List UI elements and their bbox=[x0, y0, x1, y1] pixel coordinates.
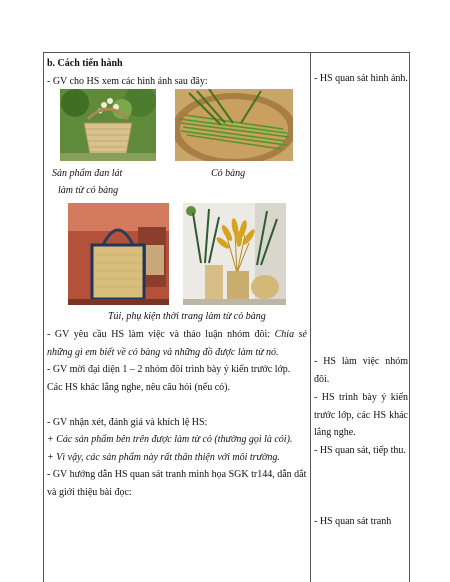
student-activity-4: - HS quan sát, tiếp thu. bbox=[314, 445, 406, 456]
caption-fashion-accessories: Túi, phụ kiện thời trang làm từ cỏ bàng bbox=[108, 311, 266, 322]
caption-co-bang: Cỏ bàng bbox=[211, 168, 246, 179]
photo-woven-basket bbox=[60, 89, 156, 161]
photo-decor-accessories bbox=[183, 203, 286, 305]
teacher-column bbox=[47, 55, 307, 90]
note-products: + Các sản phẩm bên trên được làm từ cỏ (thường gọi là cói). bbox=[47, 434, 293, 445]
photo-co-bang bbox=[175, 89, 293, 161]
caption-woven-products: Sản phẩm đan lát làm từ cỏ bàng bbox=[52, 168, 123, 196]
photo-woven-bag bbox=[68, 203, 169, 305]
section-heading: b. Cách tiến hành bbox=[47, 58, 123, 69]
note-eco-friendly: + Vì vậy, các sản phẩm này rất thân thiện với môi trường. bbox=[47, 451, 280, 463]
student-activity-3: - HS trình bày ý kiến trước lớp, các HS khác lắng nghe. bbox=[314, 392, 408, 438]
column-divider bbox=[310, 53, 311, 582]
blank-line bbox=[47, 396, 307, 414]
group-discussion-instruction: - GV yêu cầu HS làm việc và thảo luận nhóm đôi: Chia sẻ những gì em biết về cỏ bàng và những đồ được làm từ nó. bbox=[47, 329, 307, 358]
student-activity-5: - HS quan sát tranh bbox=[314, 516, 392, 527]
teacher-activities bbox=[47, 326, 307, 501]
student-activity-2: - HS làm việc nhóm đôi. bbox=[314, 356, 408, 385]
intro-text: - GV cho HS xem các hình ảnh sau đây: bbox=[47, 75, 208, 87]
guide-observation: - GV hướng dẫn HS quan sát tranh minh họa SGK tr144, dẫn dắt và giới thiệu bài đọc: bbox=[47, 469, 307, 498]
present-instruction: - GV mời đại diện 1 – 2 nhóm đôi trình bày ý kiến trước lớp. Các HS khác lắng nghe, nêu câu hỏi (nếu có). bbox=[47, 364, 291, 393]
teacher-feedback: - GV nhận xét, đánh giá và khích lệ HS: bbox=[47, 416, 208, 428]
lesson-table bbox=[43, 52, 410, 582]
student-activity-1: - HS quan sát hình ảnh. bbox=[314, 73, 408, 84]
